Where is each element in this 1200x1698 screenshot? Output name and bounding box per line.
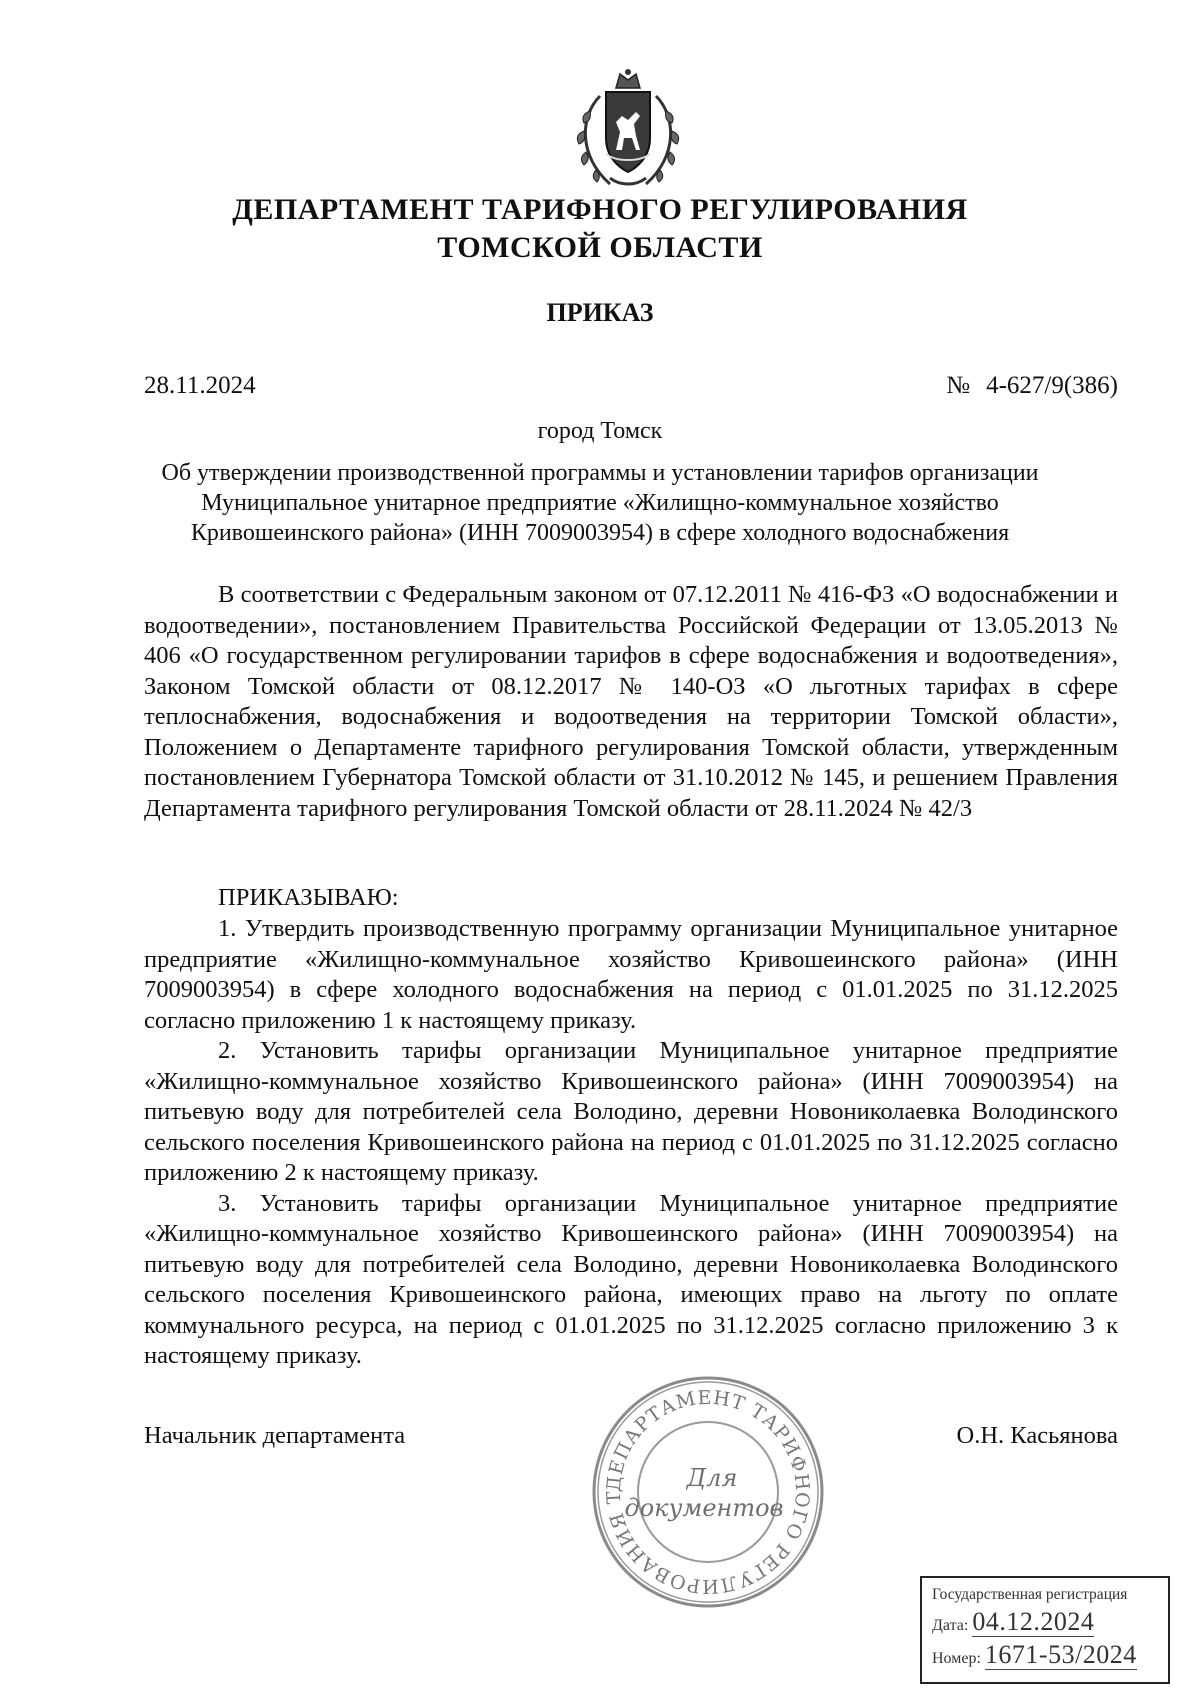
registration-date-row	[932, 1608, 1158, 1637]
seal-ring-text: ДЕПАРТАМЕНТ ТАРИФНОГО РЕГУЛИРОВАНИЯ Т	[602, 1386, 814, 1598]
registration-number-row	[932, 1641, 1158, 1670]
seal-center-line1: Для	[686, 1464, 738, 1492]
tomsk-coat-of-arms-icon	[570, 66, 686, 194]
registration-date-label: Дата:	[932, 1617, 969, 1634]
order-item: 1. Утвердить производственную программу организации Муниципальное унитарное предприятие «Жилищно-коммунальное хозяйство Кривошеинского района» (ИНН 7009003954) в сфере холодного водоснабжения на период с 01.01.2025 по 31.12.2025 согласно приложению 1 к настоящему приказу.	[144, 915, 1118, 1034]
document-type: ПРИКАЗ	[546, 298, 654, 327]
registration-number-value: 1671-53/2024	[984, 1640, 1137, 1669]
registration-date-value: 04.12.2024	[972, 1607, 1095, 1636]
official-seal-stamp	[588, 1372, 828, 1612]
order-items	[144, 914, 1118, 1372]
order-date: 28.11.2024	[144, 372, 256, 399]
seal-center-line2: документов	[624, 1494, 784, 1522]
registration-number-label: Номер:	[932, 1650, 981, 1667]
state-registration-stamp	[920, 1576, 1170, 1684]
order-item: 3. Установить тарифы организации Муниципальное унитарное предприятие «Жилищно-коммунальное хозяйство Кривошеинского района» (ИНН 7009003954) на питьевую воду для потребителей села Володино, деревни Новониколаевка Володинского сельского поселения Кривошеинского района, имеющих право на льготу по оплате коммунального ресурса, на период с 01.01.2025 по 31.12.2025 согласно приложению 3 к настоящему приказу.	[144, 1189, 1118, 1369]
signer-position: Начальник департамента	[144, 1422, 406, 1449]
department-title-line2: ТОМСКОЙ ОБЛАСТИ	[437, 231, 763, 264]
registration-heading: Государственная регистрация	[932, 1586, 1128, 1603]
order-subject: Об утверждении производственной программы и установлении тарифов организации Муниципальное унитарное предприятие «Жилищно-коммунальное хозяйство Кривошеинского района» (ИНН 7009003954) в сфере холодного водоснабжения	[161, 460, 1039, 546]
order-word: ПРИКАЗЫВАЮ:	[218, 884, 399, 911]
number-value: 4-627/9(386)	[986, 372, 1118, 399]
department-title-line1: ДЕПАРТАМЕНТ ТАРИФНОГО РЕГУЛИРОВАНИЯ	[232, 193, 968, 226]
number-sign: №	[946, 372, 971, 399]
signer-name: О.Н. Касьянова	[956, 1422, 1118, 1449]
preamble-paragraph: В соответствии с Федеральным законом от 07.12.2011 № 416-ФЗ «О водоснабжении и водоотведении», постановлением Правительства Российской Федерации от 13.05.2013 № 406 «О государственном регулировании тарифов в сфере водоснабжения и водоотведения», Законом Томской области от 08.12.2017 № 140-ОЗ «О льготных тарифах в сфере теплоснабжения, водоснабжения и водоотведения на территории Томской области», Положением о Департаменте тарифного регулирования Томской области, утвержденным постановлением Губернатора Томской области от 31.10.2012 № 145, и решением Правления Департамента тарифного регулирования Томской области от 28.11.2024 № 42/3	[144, 581, 1118, 822]
order-number	[946, 372, 1118, 400]
city: город Томск	[537, 418, 663, 444]
order-item: 2. Установить тарифы организации Муниципальное унитарное предприятие «Жилищно-коммунальное хозяйство Кривошеинского района» (ИНН 7009003954) на питьевую воду для потребителей села Володино, деревни Новониколаевка Володинского сельского поселения Кривошеинского района на период с 01.01.2025 по 31.12.2025 согласно приложению 2 к настоящему приказу.	[144, 1037, 1118, 1186]
